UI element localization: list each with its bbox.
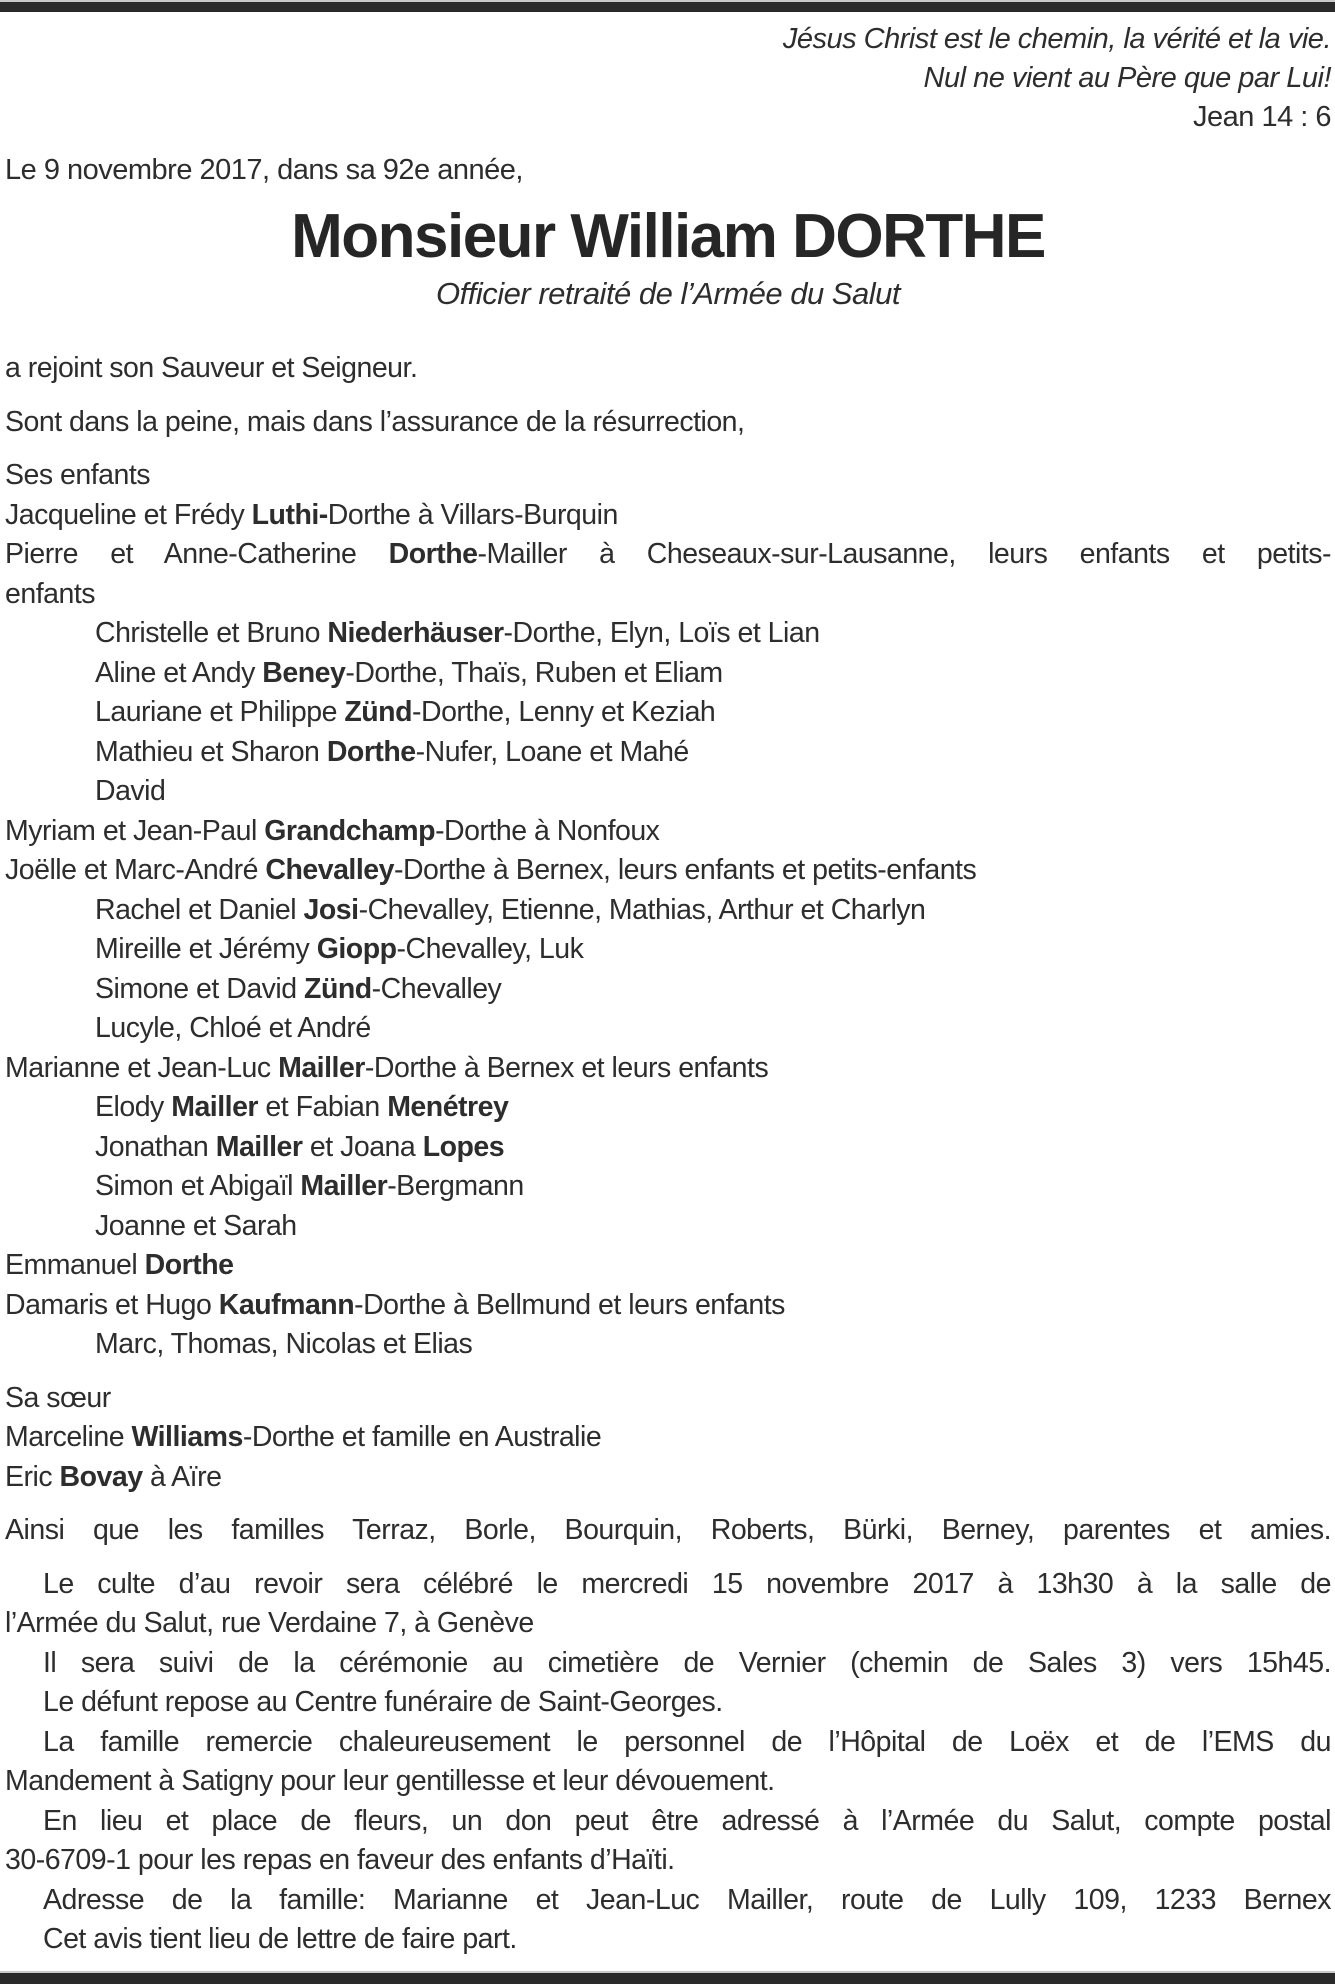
body-line — [5, 1802, 1331, 1842]
body-text: -Bergmann — [387, 1170, 524, 1202]
body-text: enfants — [5, 577, 95, 610]
body-text: Mandement à Satigny pour leur gentillesse et leur dévouement. — [5, 1765, 775, 1797]
body-line — [5, 1683, 1331, 1723]
body-text: Damaris et Hugo — [5, 1288, 219, 1321]
top-border-bar — [0, 0, 1335, 12]
body-text: Marceline — [5, 1421, 132, 1453]
body-text: Emmanuel — [5, 1249, 145, 1281]
body-text: David — [95, 775, 166, 807]
body-text: -Dorthe à Bernex et leurs enfants — [364, 1051, 769, 1084]
family-surname: Zünd — [304, 972, 372, 1005]
family-surname: Lopes — [422, 1130, 505, 1163]
body-line — [5, 1644, 1331, 1684]
body-text: Jacqueline et Frédy — [5, 498, 252, 531]
death-date-line: Le 9 novembre 2017, dans sa 92e année, — [5, 154, 523, 186]
body-text: Eric — [5, 1460, 60, 1493]
body-text: En lieu et place de fleurs, un don peut être adressé à l’Armée du Salut, compte postal — [43, 1804, 1331, 1837]
body-line — [5, 1418, 1331, 1458]
family-surname: Zünd — [344, 696, 412, 728]
body-text: Mathieu et Sharon — [95, 735, 327, 768]
body-text: Simone et David — [95, 972, 305, 1005]
obituary-page — [5, 12, 1331, 1960]
family-surname: Mailler — [278, 1051, 365, 1084]
body-text: Adresse de la famille: Marianne et Jean-Luc Mailler, route de Lully 109, 1233 Bernex — [43, 1883, 1331, 1916]
body-text: Lucyle, Chloé et André — [95, 1012, 371, 1044]
body-line — [5, 693, 1331, 733]
body-line — [5, 1286, 1331, 1326]
body-text: Le culte d’au revoir sera célébré le mercredi 15 novembre 2017 à 13h30 à la salle de — [43, 1567, 1331, 1600]
body-line — [5, 1049, 1331, 1089]
body-text: -Chevalley — [371, 972, 502, 1005]
body-text: -Dorthe, Lenny et Keziah — [412, 696, 716, 728]
family-surname: Mailler — [171, 1091, 259, 1123]
epigraph-reference: Jean 14 : 6 — [1193, 101, 1331, 133]
body-text: Sa sœur — [5, 1381, 111, 1414]
body-text: Ainsi que les familles Terraz, Borle, Bourquin, Roberts, Bürki, Berney, parentes et amies. — [5, 1514, 1331, 1546]
family-surname: Grandchamp — [264, 814, 436, 847]
body-line — [5, 1009, 1331, 1049]
family-surname: Chevalley — [265, 854, 394, 886]
body-line — [5, 496, 1331, 536]
body-line — [5, 1128, 1331, 1168]
body-line — [5, 1246, 1331, 1286]
body-text: -Chevalley, Luk — [396, 933, 584, 965]
bottom-border-bar — [0, 1971, 1335, 1984]
body-line — [5, 654, 1331, 694]
body-text: Marc, Thomas, Nicolas et Elias — [95, 1328, 473, 1360]
body-text: Dorthe à Villars-Burquin — [327, 498, 618, 531]
body-text: Le défunt repose au Centre funéraire de Saint-Georges. — [43, 1686, 723, 1718]
body-text: à Aïre — [142, 1460, 222, 1493]
body-text: -Nufer, Loane et Mahé — [415, 735, 689, 768]
body-line — [5, 1167, 1331, 1207]
deceased-title: Officier retraité de l’Armée du Salut — [436, 276, 900, 311]
family-surname: Josi — [303, 893, 359, 926]
body-line — [5, 1325, 1331, 1365]
scripture-epigraph — [5, 20, 1331, 137]
body-line — [5, 403, 1331, 443]
family-surname: Dorthe — [144, 1249, 234, 1281]
body-text: a rejoint son Sauveur et Seigneur. — [5, 352, 418, 384]
body-line — [5, 1604, 1331, 1644]
body-text: Lauriane et Philippe — [95, 696, 345, 728]
body-line — [5, 930, 1331, 970]
body-text: et Fabian — [258, 1091, 388, 1123]
family-surname: Mailler — [215, 1130, 303, 1163]
body-text: -Chevalley, Etienne, Mathias, Arthur et Charlyn — [358, 893, 926, 926]
body-line — [5, 1458, 1331, 1498]
body-text: Marianne et Jean-Luc — [5, 1051, 279, 1084]
family-surname: Menétrey — [387, 1091, 509, 1123]
body-text: Pierre et Anne-Catherine — [5, 538, 389, 570]
body-line — [5, 970, 1331, 1010]
body-line — [5, 1723, 1331, 1763]
deceased-name: Monsieur William DORTHE — [291, 202, 1045, 271]
body-text: -Mailler à Cheseaux-sur-Lausanne, leurs enfants et petits- — [477, 538, 1331, 570]
body-text: Sont dans la peine, mais dans l’assurance de la résurrection, — [5, 405, 745, 438]
body-text: -Dorthe à Bernex, leurs enfants et petits-enfants — [393, 854, 977, 886]
body-text: La famille remercie chaleureusement le personnel de l’Hôpital de Loëx et de l’EMS du — [43, 1725, 1331, 1758]
body-text: Jonathan — [95, 1130, 216, 1163]
body-line — [5, 812, 1331, 852]
body-text: Joëlle et Marc-André — [5, 854, 266, 886]
body-text: Aline et Andy — [95, 656, 263, 689]
body-text: Joanne et Sarah — [95, 1209, 297, 1242]
body-text: Myriam et Jean-Paul — [5, 814, 265, 847]
body-line — [5, 1565, 1331, 1605]
family-surname: Kaufmann — [218, 1288, 355, 1321]
family-surname: Mailler — [300, 1170, 388, 1202]
body-line — [5, 575, 1331, 615]
body-line — [5, 614, 1331, 654]
family-surname: Dorthe — [326, 735, 416, 768]
body-line — [5, 772, 1331, 812]
body-line — [5, 535, 1331, 575]
body-line — [5, 456, 1331, 496]
body-text: -Dorthe à Nonfoux — [435, 814, 660, 847]
epigraph-line-1: Jésus Christ est le chemin, la vérité et la vie. — [782, 23, 1331, 55]
body-line — [5, 349, 1331, 389]
family-surname: Niederhäuser — [327, 617, 504, 649]
body-text: Rachel et Daniel — [95, 893, 304, 926]
body-line — [5, 733, 1331, 773]
body-text: l’Armée du Salut, rue Verdaine 7, à Genève — [5, 1607, 534, 1639]
body-text: 30-6709-1 pour les repas en faveur des enfants d’Haïti. — [5, 1844, 675, 1876]
body-line — [5, 1762, 1331, 1802]
family-surname: Luthi- — [251, 498, 328, 531]
body-lines — [5, 349, 1331, 1960]
body-text: Ses enfants — [5, 459, 151, 491]
body-line — [5, 1920, 1331, 1960]
body-line — [5, 1511, 1331, 1551]
body-text: -Dorthe et famille en Australie — [242, 1421, 602, 1453]
body-text: Elody — [95, 1091, 172, 1123]
body-line — [5, 1088, 1331, 1128]
body-line — [5, 1207, 1331, 1247]
body-line — [5, 1841, 1331, 1881]
body-text: Mireille et Jérémy — [95, 933, 317, 965]
family-surname: Bovay — [59, 1460, 143, 1493]
body-line — [5, 1379, 1331, 1419]
body-line — [5, 851, 1331, 891]
body-text: -Dorthe, Thaïs, Ruben et Eliam — [345, 656, 723, 689]
family-surname: Dorthe — [388, 538, 478, 570]
body-text: et Joana — [302, 1130, 423, 1163]
body-text: -Dorthe à Bellmund et leurs enfants — [354, 1288, 785, 1321]
family-surname: Williams — [131, 1421, 243, 1453]
epigraph-line-2: Nul ne vient au Père que par Lui! — [923, 62, 1331, 94]
body-text: -Dorthe, Elyn, Loïs et Lian — [503, 617, 820, 649]
body-text: Il sera suivi de la cérémonie au cimetière de Vernier (chemin de Sales 3) vers 15h45. — [43, 1646, 1331, 1679]
body-text: Simon et Abigaïl — [95, 1170, 301, 1202]
family-surname: Beney — [262, 656, 346, 689]
body-text: Christelle et Bruno — [95, 617, 328, 649]
body-text: Cet avis tient lieu de lettre de faire part. — [43, 1923, 517, 1955]
family-surname: Giopp — [316, 933, 397, 965]
body-line — [5, 1881, 1331, 1921]
body-line — [5, 891, 1331, 931]
